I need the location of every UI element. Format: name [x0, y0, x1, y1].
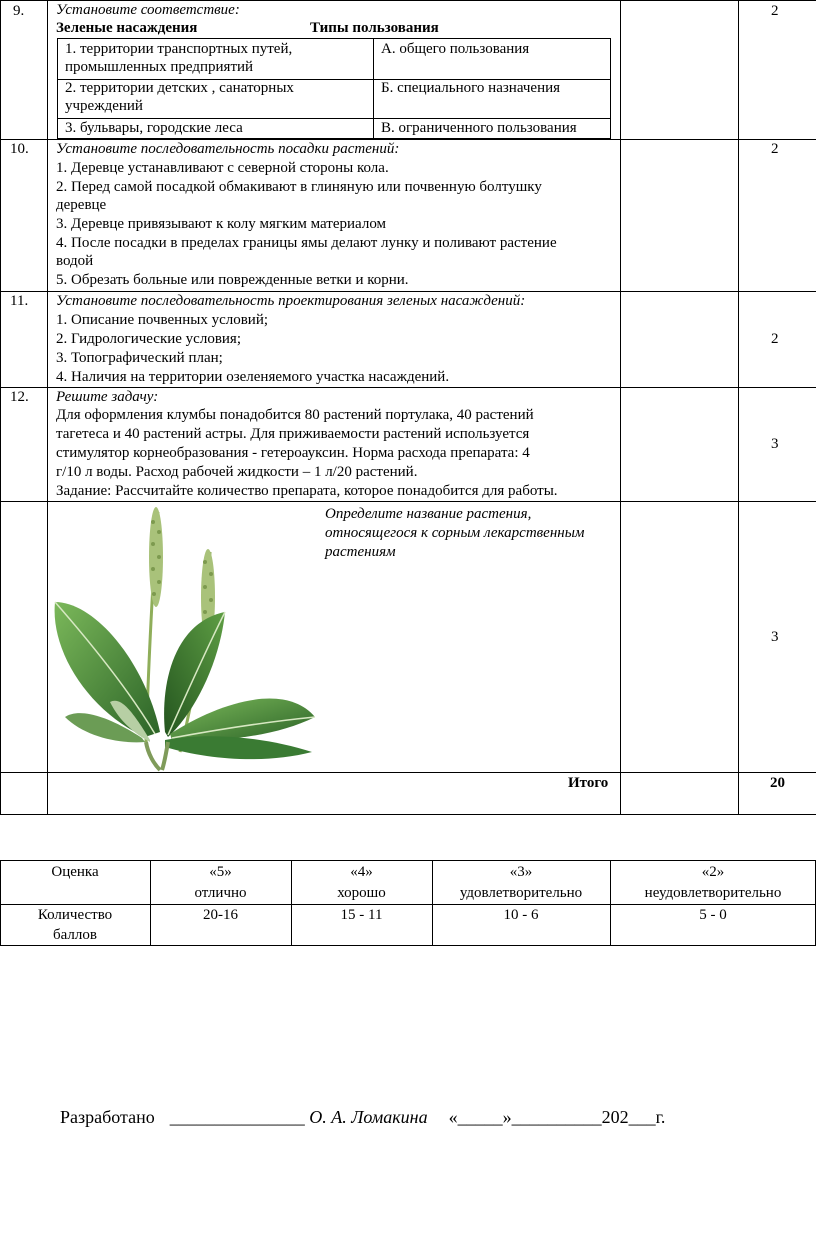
grade-5-mark: «5» — [209, 864, 232, 880]
matching-left-item: промышленных предприятий — [65, 59, 254, 75]
total-value: 20 — [770, 775, 785, 791]
row-number: 11. — [10, 293, 29, 309]
question-line: 4. После посадки в пределах границы ямы делают лунку и поливают растение — [56, 235, 557, 251]
points-row-label: Количество — [37, 907, 113, 923]
row-number: 9. — [13, 3, 25, 19]
points-value: 2 — [771, 141, 779, 157]
column-header-right: Типы пользования — [310, 20, 439, 36]
grades-header-label: Оценка — [51, 864, 99, 880]
points-range: 15 - 11 — [340, 907, 383, 923]
points-value: 2 — [771, 3, 779, 19]
points-range: 20-16 — [203, 907, 238, 923]
matching-table-divider — [373, 38, 374, 139]
question-line: 5. Обрезать больные или поврежденные ветки и корни. — [56, 272, 409, 288]
matching-left-item: 2. территории детских , санаторных — [65, 80, 294, 96]
points-value: 2 — [771, 331, 779, 347]
table-num-divider — [47, 0, 48, 814]
question-line: 1. Описание почвенных условий; — [56, 312, 269, 328]
developed-label: Разработано — [60, 1107, 155, 1127]
grade-4-mark: «4» — [350, 864, 373, 880]
matching-left-item: учреждений — [65, 98, 143, 114]
plantain-plant-image — [50, 502, 320, 772]
points-row-label: баллов — [53, 927, 97, 943]
matching-right-item: Б. специального назначения — [381, 80, 561, 96]
question-line: 3. Деревце привязывают к колу мягким материалом — [56, 216, 387, 232]
question-line: относящегося к сорным лекарственным — [325, 525, 585, 541]
grade-5-text: отлично — [194, 885, 247, 901]
month-blank: __________ — [511, 1107, 602, 1127]
grade-2-mark: «2» — [701, 864, 725, 880]
points-range: 10 - 6 — [503, 907, 539, 923]
question-line: 1. Деревце устанавливают с северной стороны кола. — [56, 160, 389, 176]
grade-2-text: неудовлетворительно — [644, 885, 782, 901]
question-line: 2. Гидрологические условия; — [56, 331, 242, 347]
signature-blank: _______________ — [169, 1107, 305, 1127]
signature-line — [60, 1106, 665, 1128]
matching-left-item: 1. территории транспортных путей, — [65, 41, 293, 57]
table-content-divider — [620, 0, 621, 814]
table-left-border — [0, 0, 1, 814]
table-bottom-border — [0, 814, 816, 815]
question-line: Определите название растения, — [325, 506, 532, 522]
grades-row-divider — [0, 904, 816, 905]
author-name: О. А. Ломакина — [309, 1107, 428, 1127]
question-line: деревце — [56, 197, 107, 213]
year-prefix: 202 — [601, 1107, 629, 1127]
row-number: 10. — [10, 141, 29, 157]
total-label: Итого — [568, 775, 609, 791]
question-title: Установите последовательность посадки растений: — [56, 141, 400, 157]
day-blank: _____ — [457, 1107, 503, 1127]
row-divider — [0, 772, 816, 773]
matching-right-item: В. ограниченного пользования — [381, 120, 577, 136]
points-range: 5 - 0 — [699, 907, 727, 923]
quote-open: « — [448, 1107, 458, 1127]
question-line: Для оформления клумбы понадобится 80 растений портулака, 40 растений — [56, 407, 534, 423]
question-line: растениям — [325, 544, 396, 560]
question-line: 2. Перед самой посадкой обмакивают в глиняную или почвенную болтушку — [56, 179, 542, 195]
question-line: 4. Наличия на территории озеленяемого участка насаждений. — [56, 369, 450, 385]
question-line: стимулятор корнеобразования - гетероауксин. Норма расхода препарата: 4 — [56, 445, 530, 461]
question-line: водой — [56, 253, 94, 269]
question-line: 3. Топографический план; — [56, 350, 223, 366]
table-points-divider — [738, 0, 739, 814]
quote-close: » — [502, 1107, 512, 1127]
question-title: Установите соответствие: — [56, 2, 240, 18]
matching-left-item: 3. бульвары, городские леса — [65, 120, 243, 136]
grade-4-text: хорошо — [337, 885, 386, 901]
question-title: Установите последовательность проектирования зеленых насаждений: — [56, 293, 526, 309]
question-line: Задание: Рассчитайте количество препарата, которое понадобится для работы. — [56, 483, 558, 499]
column-header-left: Зеленые насаждения — [56, 20, 198, 36]
question-line: тагетеса и 40 растений астры. Для приживаемости растений используется — [56, 426, 530, 442]
points-value: 3 — [771, 436, 779, 452]
question-title: Решите задачу: — [56, 389, 159, 405]
points-value: 3 — [771, 629, 779, 645]
year-blank: ___ — [628, 1107, 656, 1127]
grade-3-mark: «3» — [509, 864, 533, 880]
matching-right-item: А. общего пользования — [381, 41, 530, 57]
year-suffix: г. — [655, 1107, 666, 1127]
grade-3-text: удовлетворительно — [459, 885, 583, 901]
question-line: г/10 л воды. Расход рабочей жидкости – 1 л/20 растений. — [56, 464, 418, 480]
row-number: 12. — [10, 389, 29, 405]
